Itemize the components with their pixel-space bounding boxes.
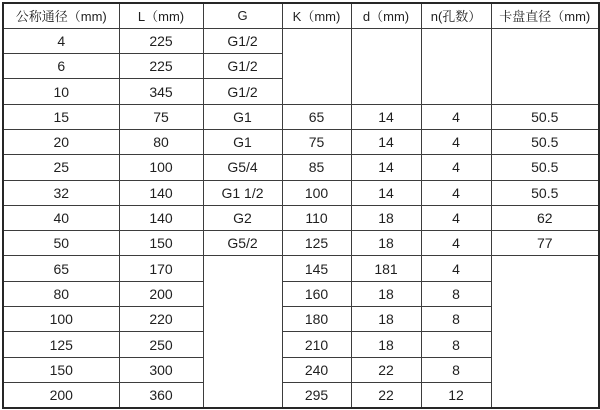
cell-dia-merged-empty (491, 28, 599, 104)
cell-k: 85 (282, 155, 351, 180)
cell-n: 8 (421, 281, 491, 306)
cell-l: 150 (119, 231, 203, 256)
cell-n-merged-empty (421, 28, 491, 104)
cell-dia: 77 (491, 231, 599, 256)
cell-l: 250 (119, 332, 203, 357)
cell-l: 225 (119, 28, 203, 53)
cell-d: 22 (351, 357, 421, 382)
cell-n: 4 (421, 231, 491, 256)
cell-n: 12 (421, 382, 491, 407)
cell-dn: 32 (3, 180, 119, 205)
cell-l: 360 (119, 382, 203, 407)
cell-k: 210 (282, 332, 351, 357)
cell-l: 100 (119, 155, 203, 180)
cell-dn: 80 (3, 281, 119, 306)
col-header-n-holes: n(孔数） (421, 3, 491, 28)
cell-n: 4 (421, 129, 491, 154)
cell-g: G1 (203, 104, 282, 129)
col-header-chuck-diameter: 卡盘直径（mm) (491, 3, 599, 28)
cell-dia: 50.5 (491, 104, 599, 129)
table-row (3, 28, 599, 53)
cell-l: 200 (119, 281, 203, 306)
cell-d: 14 (351, 104, 421, 129)
cell-g: G1/2 (203, 54, 282, 79)
cell-n: 4 (421, 205, 491, 230)
cell-k: 75 (282, 129, 351, 154)
spec-table (2, 2, 600, 409)
cell-l: 140 (119, 205, 203, 230)
cell-d: 18 (351, 307, 421, 332)
cell-d-merged-empty (351, 28, 421, 104)
cell-n: 4 (421, 256, 491, 281)
cell-dn: 4 (3, 28, 119, 53)
cell-dia: 50.5 (491, 180, 599, 205)
cell-k: 65 (282, 104, 351, 129)
col-header-d: d（mm) (351, 3, 421, 28)
cell-dn: 25 (3, 155, 119, 180)
cell-dia: 62 (491, 205, 599, 230)
cell-n: 8 (421, 357, 491, 382)
cell-l: 80 (119, 129, 203, 154)
cell-k: 240 (282, 357, 351, 382)
cell-l: 170 (119, 256, 203, 281)
cell-dia-merged-empty (491, 256, 599, 408)
cell-l: 300 (119, 357, 203, 382)
cell-d: 18 (351, 281, 421, 306)
cell-dn: 50 (3, 231, 119, 256)
cell-l: 220 (119, 307, 203, 332)
cell-dn: 100 (3, 307, 119, 332)
col-header-g: G (203, 3, 282, 28)
cell-g: G1 1/2 (203, 180, 282, 205)
cell-k: 160 (282, 281, 351, 306)
cell-l: 225 (119, 54, 203, 79)
cell-d: 18 (351, 231, 421, 256)
cell-k: 295 (282, 382, 351, 407)
cell-dn: 40 (3, 205, 119, 230)
cell-dn: 15 (3, 104, 119, 129)
table-row (3, 256, 599, 281)
cell-g-merged-empty (203, 256, 282, 408)
cell-d: 18 (351, 332, 421, 357)
cell-dia: 50.5 (491, 129, 599, 154)
cell-dn: 6 (3, 54, 119, 79)
cell-k: 100 (282, 180, 351, 205)
table-row (3, 205, 599, 230)
cell-d: 14 (351, 180, 421, 205)
cell-n: 8 (421, 307, 491, 332)
cell-dn: 150 (3, 357, 119, 382)
col-header-l: L（mm) (119, 3, 203, 28)
cell-d: 22 (351, 382, 421, 407)
cell-k: 180 (282, 307, 351, 332)
cell-l: 140 (119, 180, 203, 205)
table-row (3, 155, 599, 180)
cell-d: 14 (351, 129, 421, 154)
table-row (3, 180, 599, 205)
cell-g: G1/2 (203, 79, 282, 104)
cell-k-merged-empty (282, 28, 351, 104)
cell-n: 4 (421, 155, 491, 180)
cell-k: 125 (282, 231, 351, 256)
table-row (3, 129, 599, 154)
cell-g: G5/2 (203, 231, 282, 256)
cell-g: G1/2 (203, 28, 282, 53)
header-row (3, 3, 599, 28)
cell-n: 4 (421, 180, 491, 205)
cell-n: 8 (421, 332, 491, 357)
cell-l: 345 (119, 79, 203, 104)
cell-dn: 20 (3, 129, 119, 154)
cell-dn: 200 (3, 382, 119, 407)
table-row (3, 231, 599, 256)
cell-d: 14 (351, 155, 421, 180)
cell-k: 145 (282, 256, 351, 281)
cell-k: 110 (282, 205, 351, 230)
cell-dia: 50.5 (491, 155, 599, 180)
cell-dn: 10 (3, 79, 119, 104)
cell-g: G2 (203, 205, 282, 230)
cell-n: 4 (421, 104, 491, 129)
cell-g: G1 (203, 129, 282, 154)
cell-dn: 125 (3, 332, 119, 357)
cell-d: 181 (351, 256, 421, 281)
col-header-k: K（mm) (282, 3, 351, 28)
cell-l: 75 (119, 104, 203, 129)
cell-g: G5/4 (203, 155, 282, 180)
table-row (3, 104, 599, 129)
col-header-nominal-diameter: 公称通径（mm) (3, 3, 119, 28)
cell-dn: 65 (3, 256, 119, 281)
cell-d: 18 (351, 205, 421, 230)
